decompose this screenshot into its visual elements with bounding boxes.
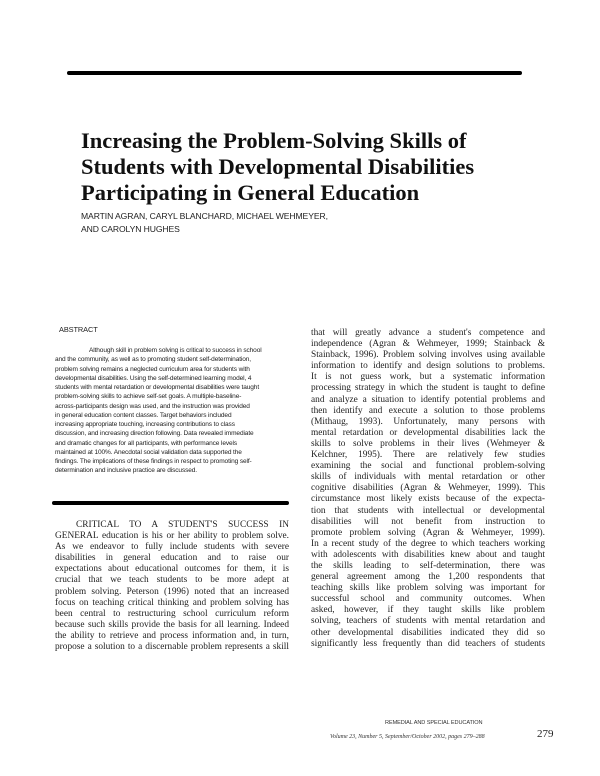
body-line: and analyze a situation to identify potential problems and: [311, 394, 545, 405]
body-line: mental retardation or developmental disabilities lack the: [311, 427, 545, 438]
abstract-body: [55, 346, 289, 476]
body-line: promote problem solving (Agran & Wehmeyer, 1999).: [311, 527, 545, 538]
abstract-line: problem solving remains a neglected curriculum area for students with: [55, 365, 250, 373]
body-line: focus on teaching critical thinking and problem solving has: [55, 597, 289, 608]
body-line: It is not guess work, but a systematic information: [311, 372, 545, 383]
body-line: circumstance most likely exists because of the expecta-: [311, 494, 545, 505]
author-line: MARTIN AGRAN, CARYL BLANCHARD, MICHAEL WEHMEYER,: [81, 211, 328, 221]
abstract-line: discussion, and increasing direction following. Data revealed immediate: [55, 430, 254, 438]
body-line: successful school and community outcomes. When: [311, 594, 545, 605]
body-line: Stainback, 1996). Problem solving involves using available: [311, 350, 545, 361]
body-line: with adolescents with disabilities knew about and taught: [311, 549, 545, 560]
abstract-line: students with mental retardation or developmental disabilities were taught: [55, 384, 260, 391]
title-line: Students with Developmental Disabilities: [81, 154, 475, 179]
body-line: asked, however, if they taught skills like problem: [311, 605, 545, 616]
journal-name: REMEDIAL AND SPECIAL EDUCATION: [385, 720, 483, 726]
page-number: 279: [537, 728, 554, 740]
body-line: teaching skills like problem solving was important for: [311, 583, 545, 594]
body-line: that will greatly advance a student's competence and: [311, 328, 545, 338]
body-line: CRITICAL TO A STUDENT'S SUCCESS IN: [76, 520, 289, 530]
abstract-line: and dramatic changes for all participants, with performance levels: [55, 439, 238, 447]
body-line: expectations about educational outcomes for them, it is: [55, 564, 289, 575]
body-line: independence (Agran & Wehmeyer, 1999; Stainback &: [311, 339, 545, 350]
body-line: (Mithaug, 1993). Unfortunately, many persons with: [311, 416, 545, 427]
body-line: tion that students with intellectual or developmental: [311, 505, 545, 516]
abstract-line: across-participants design was used, and the instruction was provided: [55, 402, 250, 410]
body-line: Kelchner, 1995). There are relatively few studies: [311, 450, 545, 461]
body-line: GENERAL education is his or her ability to problem solve.: [55, 531, 289, 542]
body-line: disabilities will not benefit from instruction to: [311, 516, 545, 527]
abstract-line: increasing appropriate touching, increasing contributions to class: [55, 421, 235, 428]
body-line: because such skills provide the basis for all learning. Indeed: [55, 619, 289, 630]
abstract-line: in general education content classes. Target behaviors included: [55, 411, 232, 419]
title-line: Participating in General Education: [81, 180, 420, 205]
body-line: then identify and execute a solution to those problems: [311, 405, 545, 416]
volume-info: Volume 23, Number 5, September/October 2002, pages 279–288: [330, 734, 485, 740]
body-line: In a recent study of the degree to which teachers working: [311, 538, 545, 549]
author-line: AND CAROLYN HUGHES: [81, 223, 180, 234]
abstract-divider-rule: [52, 501, 289, 505]
header-rule: [67, 71, 522, 75]
body-line: significantly less frequently than did teachers of students: [311, 638, 545, 649]
body-line: information to identify and design solutions to problems.: [311, 361, 545, 372]
body-line: cognitive disabilities (Agran & Wehmeyer, 1999). This: [311, 483, 545, 494]
body-line: disabilities in general education and to raise our: [55, 553, 289, 564]
abstract-line: Although skill in problem solving is critical to success in school: [89, 347, 262, 354]
author-list: [81, 210, 328, 235]
body-line: examining the social and functional problem-solving: [311, 461, 545, 472]
body-line: been central to restructuring school curriculum reform: [55, 608, 289, 619]
body-line: general agreement among the 1,200 respondents that: [311, 572, 545, 583]
body-line: processing strategy in which the student is taught to define: [311, 383, 545, 394]
abstract-heading: ABSTRACT: [59, 325, 98, 334]
body-line: the skills leading to self-determination, there was: [311, 560, 545, 571]
body-line: propose a solution to a discernable problem represents a skill: [55, 642, 289, 653]
body-column-right: [311, 328, 545, 650]
body-line: skills of individuals with mental retardation or other: [311, 472, 545, 483]
article-title: [81, 128, 551, 206]
body-line: the ability to retrieve and process information and, in turn,: [55, 630, 289, 641]
body-line: problem solving. Peterson (1996) noted that an increased: [55, 586, 289, 597]
abstract-line: findings. The implications of these findings in respect to promoting self-: [55, 458, 252, 465]
body-line: crucial that we teach students to be more adept at: [55, 575, 289, 586]
abstract-line: maintained at 100%. Anecdotal social validation data supported the: [55, 448, 242, 456]
abstract-line: problem-solving skills to achieve self-set goals. A multiple-baseline-: [55, 393, 242, 401]
abstract-line: and the community, as well as to promoting student self-determination,: [55, 356, 251, 364]
body-line: other developmental disabilities indicated they did so: [311, 627, 545, 638]
abstract-line: determination and inclusive practice are discussed.: [55, 467, 197, 475]
title-line: Increasing the Problem-Solving Skills of: [81, 128, 467, 153]
body-line: skills to solve problems in their lives (Wehmeyer &: [311, 438, 545, 449]
abstract-line: developmental disabilities. Using the self-determined learning model, 4: [55, 374, 252, 382]
body-column-left: [55, 520, 289, 653]
body-line: solving, teachers of students with mental retardation and: [311, 616, 545, 627]
body-line: As we endeavor to fully include students with severe: [55, 542, 289, 553]
